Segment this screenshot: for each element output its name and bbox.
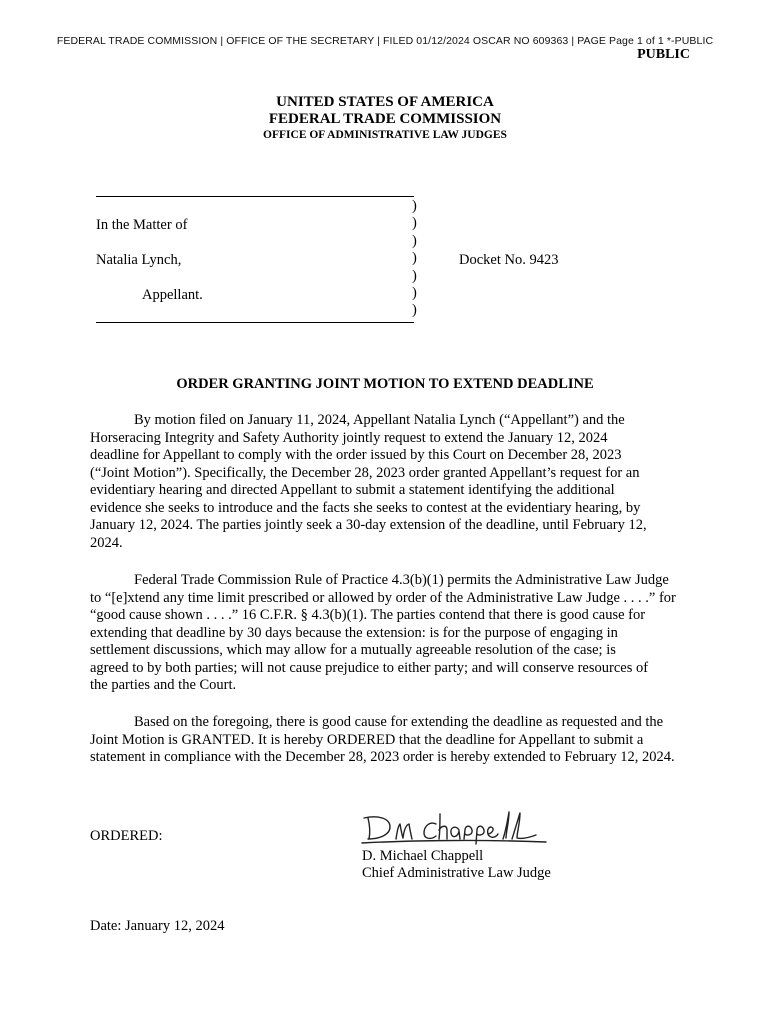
paragraph-line: to “[e]xtend any time limit prescribed or allowed by order of the Administrative Law Judge . . . .” for <box>90 589 676 606</box>
paragraph-line: deadline for Appellant to comply with the order issued by this Court on December 28, 2023 <box>90 447 622 463</box>
paragraph-line: evidentiary hearing and directed Appellant to submit a statement identifying the additional <box>90 482 615 498</box>
caption-in-matter: In the Matter of <box>96 217 188 233</box>
caption-party: Natalia Lynch, <box>96 252 182 268</box>
docket-number: Docket No. 9423 <box>459 252 559 268</box>
paragraph-line: settlement discussions, which may allow for a mutually agreeable resolution of the case; is <box>90 642 616 658</box>
body-paragraph-1 <box>90 412 682 552</box>
order-title: ORDER GRANTING JOINT MOTION TO EXTEND DEADLINE <box>176 376 594 392</box>
paragraph-line: Joint Motion is GRANTED. It is hereby ORDERED that the deadline for Appellant to submit a <box>90 731 644 748</box>
paragraph-line: extending that deadline by 30 days because the extension: is for the purpose of engaging in <box>90 624 618 641</box>
signer-name: D. Michael Chappell <box>362 848 484 864</box>
paragraph-line: statement in compliance with the December 28, 2023 order is hereby extended to February 12, 2024. <box>90 749 675 765</box>
public-label: PUBLIC <box>637 47 690 62</box>
signer-title: Chief Administrative Law Judge <box>362 865 551 881</box>
paragraph-line: the parties and the Court. <box>90 677 237 693</box>
paragraph-line: 2024. <box>90 534 123 551</box>
caption-role: Appellant. <box>142 287 203 303</box>
ordered-label: ORDERED: <box>90 828 163 844</box>
paragraph-line: January 12, 2024. The parties jointly seek a 30-day extension of the deadline, until February 12, <box>90 517 647 533</box>
caption-top-rule <box>96 196 414 197</box>
paragraph-line: By motion filed on January 11, 2024, Appellant Natalia Lynch (“Appellant”) and the <box>134 412 625 428</box>
header-agency: FEDERAL TRADE COMMISSION <box>268 111 502 127</box>
caption-bottom-rule <box>96 322 414 323</box>
header-country: UNITED STATES OF AMERICA <box>276 94 494 110</box>
order-date: Date: January 12, 2024 <box>90 918 225 934</box>
paragraph-line: Based on the foregoing, there is good cause for extending the deadline as requested and the <box>134 714 664 730</box>
paragraph-line: Horseracing Integrity and Safety Authority jointly request to extend the January 12, 2024 <box>90 429 608 446</box>
paragraph-line: Federal Trade Commission Rule of Practice 4.3(b)(1) permits the Administrative Law Judge <box>134 572 669 588</box>
signature-image <box>360 808 550 848</box>
paragraph-line: evidence she seeks to introduce and the facts she seeks to contest at the evidentiary hearing, by <box>90 499 641 516</box>
header-office: OFFICE OF ADMINISTRATIVE LAW JUDGES <box>263 129 507 141</box>
body-paragraph-3 <box>90 714 682 767</box>
paragraph-line: “good cause shown . . . .” 16 C.F.R. § 4.3(b)(1). The parties contend that there is good cause for <box>90 607 646 623</box>
paragraph-line: (“Joint Motion”). Specifically, the December 28, 2023 order granted Appellant’s request for an <box>90 464 640 481</box>
filing-stamp: FEDERAL TRADE COMMISSION | OFFICE OF THE SECRETARY | FILED 01/12/2024 OSCAR NO 609363 | PAGE Page 1 of 1 *-PUBLIC <box>56 35 714 47</box>
body-paragraph-2 <box>90 572 682 695</box>
paragraph-line: agreed to by both parties; will not cause prejudice to either party; and will conserve resources of <box>90 659 649 676</box>
caption-paren-column: ) ) ) ) ) ) ) <box>412 198 417 319</box>
